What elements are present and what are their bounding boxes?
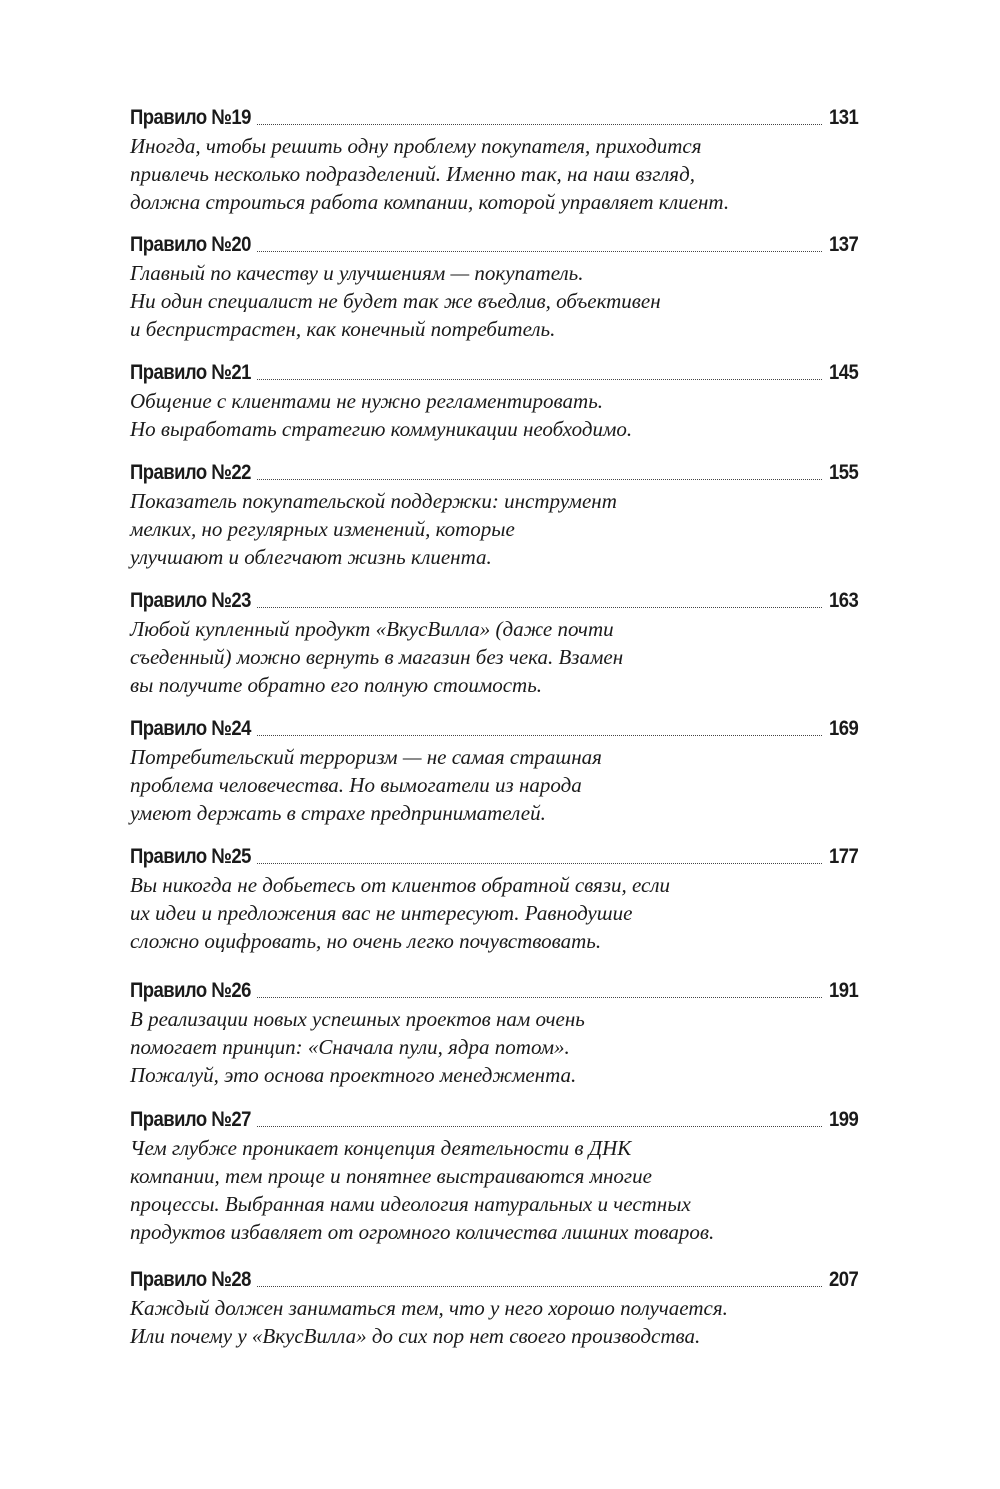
description-line: процессы. Выбранная нами идеология натуральных и честных bbox=[130, 1192, 691, 1216]
toc-entry-heading bbox=[130, 104, 858, 132]
description-line: помогает принцип: «Сначала пули, ядра потом». bbox=[130, 1035, 570, 1059]
rule-description bbox=[130, 1294, 858, 1350]
page-number: 199 bbox=[828, 1108, 858, 1131]
description-line: умеют держать в страхе предпринимателей. bbox=[130, 801, 546, 825]
page-number: 163 bbox=[828, 589, 858, 612]
rule-description bbox=[130, 132, 858, 216]
description-line: улучшают и облегчают жизнь клиента. bbox=[130, 545, 492, 569]
description-line: Ни один специалист не будет так же въедлив, объективен bbox=[130, 289, 661, 313]
toc-entry-heading bbox=[130, 977, 858, 1005]
description-line: Общение с клиентами не нужно регламентировать. bbox=[130, 389, 604, 413]
rule-description bbox=[130, 387, 858, 443]
rule-title: Правило №28 bbox=[130, 1268, 251, 1291]
rule-description bbox=[130, 1134, 858, 1246]
rule-title: Правило №21 bbox=[130, 361, 251, 384]
toc-entry bbox=[130, 359, 858, 443]
description-line: продуктов избавляет от огромного количества лишних товаров. bbox=[130, 1220, 715, 1244]
rule-description bbox=[130, 259, 858, 343]
page-number: 145 bbox=[828, 361, 858, 384]
rule-title: Правило №25 bbox=[130, 845, 251, 868]
toc-entry bbox=[130, 459, 858, 571]
rule-description bbox=[130, 871, 858, 955]
dot-leader bbox=[257, 379, 821, 380]
toc-entry bbox=[130, 977, 858, 1089]
rule-title: Правило №20 bbox=[130, 233, 251, 256]
description-line: Потребительский терроризм — не самая страшная bbox=[130, 745, 602, 769]
rule-title: Правило №27 bbox=[130, 1108, 251, 1131]
toc-entry-heading bbox=[130, 587, 858, 615]
description-line: Пожалуй, это основа проектного менеджмента. bbox=[130, 1063, 577, 1087]
rule-title: Правило №23 bbox=[130, 589, 251, 612]
page-number: 207 bbox=[828, 1268, 858, 1291]
dot-leader bbox=[257, 863, 821, 864]
description-line: и беспристрастен, как конечный потребитель. bbox=[130, 317, 556, 341]
toc-entry bbox=[130, 843, 858, 955]
description-line: привлечь несколько подразделений. Именно так, на наш взгляд, bbox=[130, 162, 695, 186]
page-number: 191 bbox=[828, 979, 858, 1002]
dot-leader bbox=[257, 1126, 821, 1127]
description-line: Любой купленный продукт «ВкусВилла» (даже почти bbox=[130, 617, 614, 641]
description-line: Показатель покупательской поддержки: инструмент bbox=[130, 489, 617, 513]
dot-leader bbox=[257, 124, 821, 125]
rule-description bbox=[130, 1005, 858, 1089]
toc-entry bbox=[130, 1266, 858, 1350]
description-line: мелких, но регулярных изменений, которые bbox=[130, 517, 515, 541]
dot-leader bbox=[257, 607, 821, 608]
dot-leader bbox=[257, 251, 821, 252]
dot-leader bbox=[257, 735, 821, 736]
rule-title: Правило №19 bbox=[130, 106, 251, 129]
toc-entry-heading bbox=[130, 231, 858, 259]
dot-leader bbox=[257, 997, 821, 998]
page-number: 177 bbox=[828, 845, 858, 868]
toc-entry-heading bbox=[130, 1266, 858, 1294]
toc-entry-heading bbox=[130, 459, 858, 487]
description-line: проблема человечества. Но вымогатели из народа bbox=[130, 773, 582, 797]
toc-entry bbox=[130, 104, 858, 216]
dot-leader bbox=[257, 1286, 821, 1287]
description-line: съеденный) можно вернуть в магазин без чека. Взамен bbox=[130, 645, 624, 669]
toc-entry bbox=[130, 231, 858, 343]
description-line: Главный по качеству и улучшениям — покупатель. bbox=[130, 261, 584, 285]
description-line: вы получите обратно его полную стоимость. bbox=[130, 673, 543, 697]
rule-title: Правило №22 bbox=[130, 461, 251, 484]
toc-entry bbox=[130, 587, 858, 699]
description-line: В реализации новых успешных проектов нам очень bbox=[130, 1007, 585, 1031]
dot-leader bbox=[257, 479, 821, 480]
description-line: их идеи и предложения вас не интересуют. Равнодушие bbox=[130, 901, 633, 925]
page-number: 155 bbox=[828, 461, 858, 484]
rule-title: Правило №24 bbox=[130, 717, 251, 740]
description-line: сложно оцифровать, но очень легко почувствовать. bbox=[130, 929, 602, 953]
page-number: 169 bbox=[828, 717, 858, 740]
rule-description bbox=[130, 487, 858, 571]
description-line: должна строиться работа компании, которой управляет клиент. bbox=[130, 190, 730, 214]
description-line: Иногда, чтобы решить одну проблему покупателя, приходится bbox=[130, 134, 702, 158]
description-line: Или почему у «ВкусВилла» до сих пор нет своего производства. bbox=[130, 1324, 701, 1348]
toc-entry bbox=[130, 1106, 858, 1246]
rule-description bbox=[130, 615, 858, 699]
toc-entry bbox=[130, 715, 858, 827]
description-line: Чем глубже проникает концепция деятельности в ДНК bbox=[130, 1136, 632, 1160]
description-line: Но выработать стратегию коммуникации необходимо. bbox=[130, 417, 633, 441]
page-number: 137 bbox=[828, 233, 858, 256]
page-number: 131 bbox=[828, 106, 858, 129]
description-line: Каждый должен заниматься тем, что у него хорошо получается. bbox=[130, 1296, 728, 1320]
rule-description bbox=[130, 743, 858, 827]
rule-title: Правило №26 bbox=[130, 979, 251, 1002]
toc-entry-heading bbox=[130, 359, 858, 387]
description-line: компании, тем проще и понятнее выстраиваются многие bbox=[130, 1164, 652, 1188]
toc-entry-heading bbox=[130, 1106, 858, 1134]
description-line: Вы никогда не добьетесь от клиентов обратной связи, если bbox=[130, 873, 670, 897]
toc-entry-heading bbox=[130, 843, 858, 871]
toc-entry-heading bbox=[130, 715, 858, 743]
